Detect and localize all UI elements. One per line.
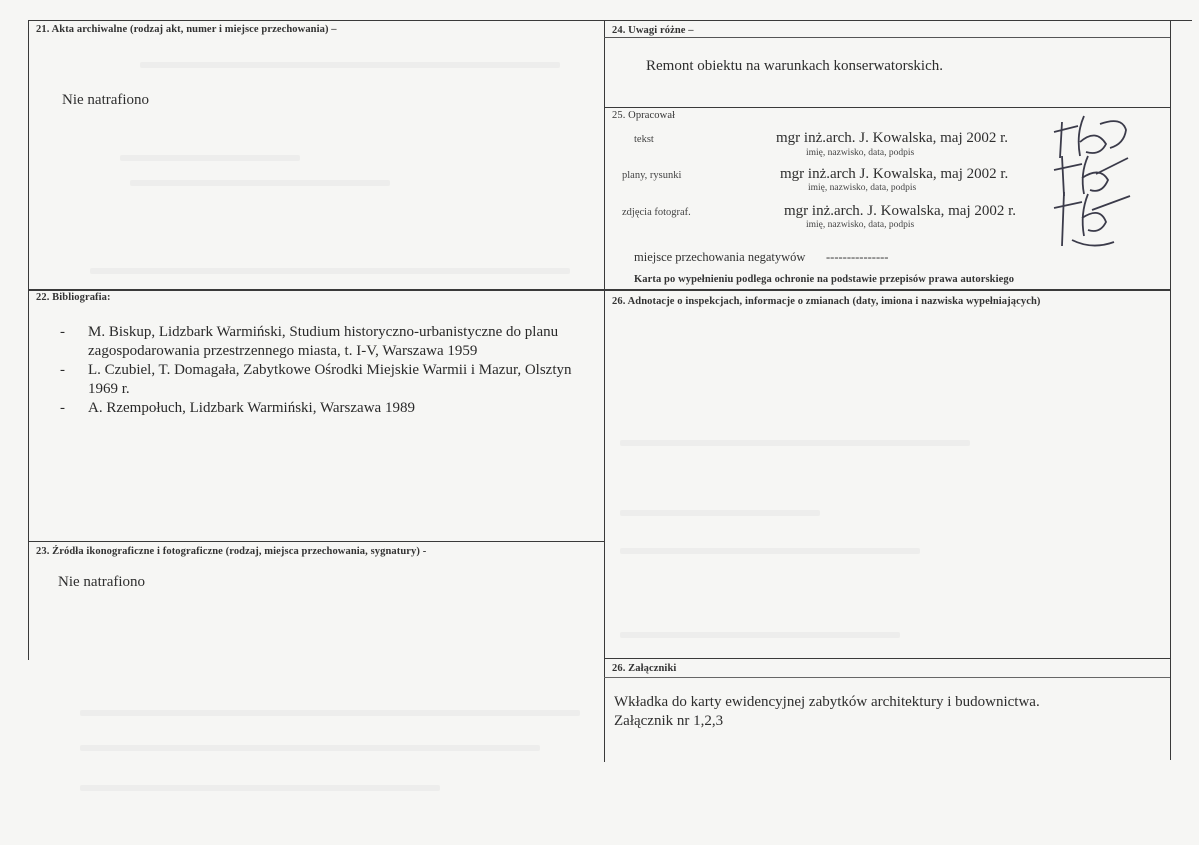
s24-header: 24. Uwagi różne – [612, 25, 694, 36]
s26-annotations-header: 26. Adnotacje o inspekcjach, informacje o zmianach (daty, imiona i nazwiska wypełniających) [612, 296, 1041, 307]
left-border [28, 20, 29, 660]
s24-header-underline [604, 37, 1170, 38]
negatives-label: miejsce przechowania negatywów [634, 250, 806, 264]
bibliography-item: - A. Rzempołuch, Lidzbark Warmiński, Warszawa 1989 [60, 399, 600, 418]
bleed-through-mark [620, 632, 900, 638]
s21-header: 21. Akta archiwalne (rodzaj akt, numer i miejsce przechowania) – [36, 24, 337, 35]
copyright-note: Karta po wypełnieniu podlega ochronie na podstawie przepisów prawa autorskiego [634, 274, 1015, 285]
s22-s23-divider [28, 541, 604, 542]
bleed-through-mark [90, 268, 570, 274]
bibliography-list [60, 323, 600, 418]
s26-attachments-header: 26. Załączniki [612, 663, 677, 674]
s21-text: Nie natrafiono [62, 92, 150, 108]
s24-text: Remont obiektu na warunkach konserwatorskich. [646, 58, 944, 74]
bleed-through-mark [80, 785, 440, 791]
bleed-through-mark [80, 710, 580, 716]
s25-row-label: tekst [634, 134, 654, 145]
bibliography-item: - M. Biskup, Lidzbark Warmiński, Studium historyczno-urbanistyczne do planu zagospodarowania przestrzennego miasta, t. I-V, Warszawa 1959 [60, 323, 600, 361]
s26-divider [604, 658, 1170, 659]
s26b-header-underline [604, 677, 1170, 678]
s25-row-value: mgr inż.arch. J. Kowalska, maj 2002 r. [784, 203, 1017, 219]
attachments-line-1: Wkładka do karty ewidencyjnej zabytków architektury i budownictwa. [614, 694, 1040, 710]
s25-header: 25. Opracował [612, 110, 676, 121]
s25-row-hint: imię, nazwisko, data, podpis [808, 183, 917, 193]
bleed-through-mark [620, 440, 970, 446]
bleed-through-mark [620, 510, 820, 516]
bleed-through-mark [140, 62, 560, 68]
negatives-value: --------------- [826, 250, 889, 264]
right-border [1170, 20, 1171, 760]
s25-row-hint: imię, nazwisko, data, podpis [806, 148, 915, 158]
s23-text: Nie natrafiono [58, 574, 146, 590]
bleed-through-mark [620, 548, 920, 554]
top-border [28, 20, 1192, 21]
s23-header: 23. Źródła ikonograficzne i fotograficzne (rodzaj, miejsca przechowania, sygnatury) - [36, 546, 427, 557]
s25-row-value: mgr inż.arch J. Kowalska, maj 2002 r. [780, 166, 1009, 182]
mid-divider [28, 289, 1170, 291]
s25-row-label: plany, rysunki [622, 170, 682, 181]
s25-row-label: zdjęcia fotograf. [622, 207, 691, 218]
attachments-line-2: Załącznik nr 1,2,3 [614, 713, 724, 729]
bleed-through-mark [120, 155, 300, 161]
bibliography-item: - L. Czubiel, T. Domagała, Zabytkowe Ośrodki Miejskie Warmii i Mazur, Olsztyn 1969 r. [60, 361, 600, 399]
center-divider [604, 20, 605, 762]
bleed-through-mark [80, 745, 540, 751]
s25-row-hint: imię, nazwisko, data, podpis [806, 220, 915, 230]
bleed-through-mark [130, 180, 390, 186]
s22-header: 22. Bibliografia: [36, 292, 111, 303]
signature-mark [1052, 186, 1134, 252]
s25-row-value: mgr inż.arch. J. Kowalska, maj 2002 r. [776, 130, 1009, 146]
